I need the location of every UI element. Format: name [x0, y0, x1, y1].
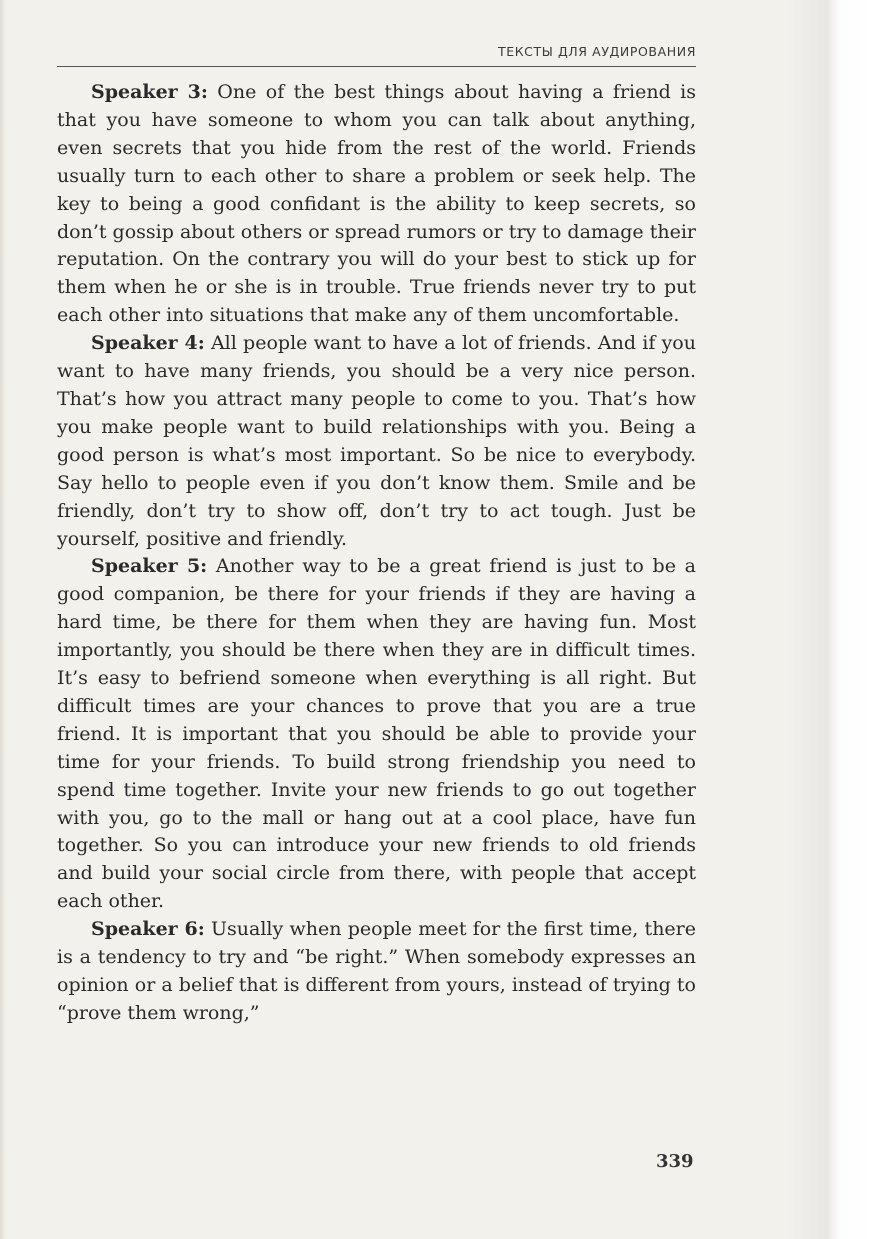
running-head: ТЕКСТЫ ДЛЯ АУДИРОВАНИЯ: [497, 44, 696, 59]
paragraph-text: All people want to have a lot of friends. And if you want to have many friends, you should be a very nice person. That’s how you attract many people to come to you. That’s how you make people want to build relationships with you. Being a good person is what’s most important. So be nice to everybody. Say hello to people even if you don’t know them. Smile and be friendly, don’t try to show off, don’t try to act tough. Just be yourself, positive and friendly.: [57, 332, 696, 550]
paragraph-text: Usually when people meet for the first time, there is a tendency to try and “be right.” When somebody expresses an opinion or a belief that is different from yours, instead of trying to “prove them wrong,”: [57, 918, 697, 1024]
speaker-label: Speaker 6:: [91, 918, 205, 941]
speaker-label: Speaker 5:: [91, 555, 208, 578]
speaker-label: Speaker 4:: [91, 332, 205, 355]
paragraph-speaker-5: [57, 553, 696, 916]
speaker-label: Speaker 3:: [91, 81, 208, 103]
page-number: 339: [656, 1151, 694, 1172]
page-body: [57, 79, 696, 1028]
page-edge-right: [787, 0, 875, 1239]
paragraph-text: One of the best things about having a friend is that you have someone to whom you can talk about anything, even secrets that you hide from the rest of the world. Friends usually turn to each other to share a problem or seek help. The key to being a good confidant is the ability to keep secrets, so don’t gossip about others or spread rumors or try to damage their reputation. On the contrary you will do your best to stick up for them when he or she is in trouble. True friends never try to put each other into situations that make any of them uncomfortable.: [57, 81, 696, 327]
paragraph-speaker-6: [57, 916, 696, 1028]
paragraph-speaker-4: [57, 330, 696, 553]
page-header: [57, 42, 696, 67]
page-edge-left: [0, 0, 6, 1239]
paragraph-speaker-3: [57, 79, 696, 330]
paragraph-text: Another way to be a great friend is just to be a good companion, be there for your friends if they are having a hard time, be there for them when they are having fun. Most importantly, you should be there when they are in difficult times. It’s easy to befriend someone when everything is all right. But difficult times are your chances to prove that you are a true friend. It is important that you should be able to provide your time for your friends. To build strong friendship you need to spend time together. Invite your new friends to go out together with you, go to the mall or hang out at a cool place, have fun together. So you can introduce your new friends to old friends and build your social circle from there, with people that accept each other.: [57, 555, 696, 913]
